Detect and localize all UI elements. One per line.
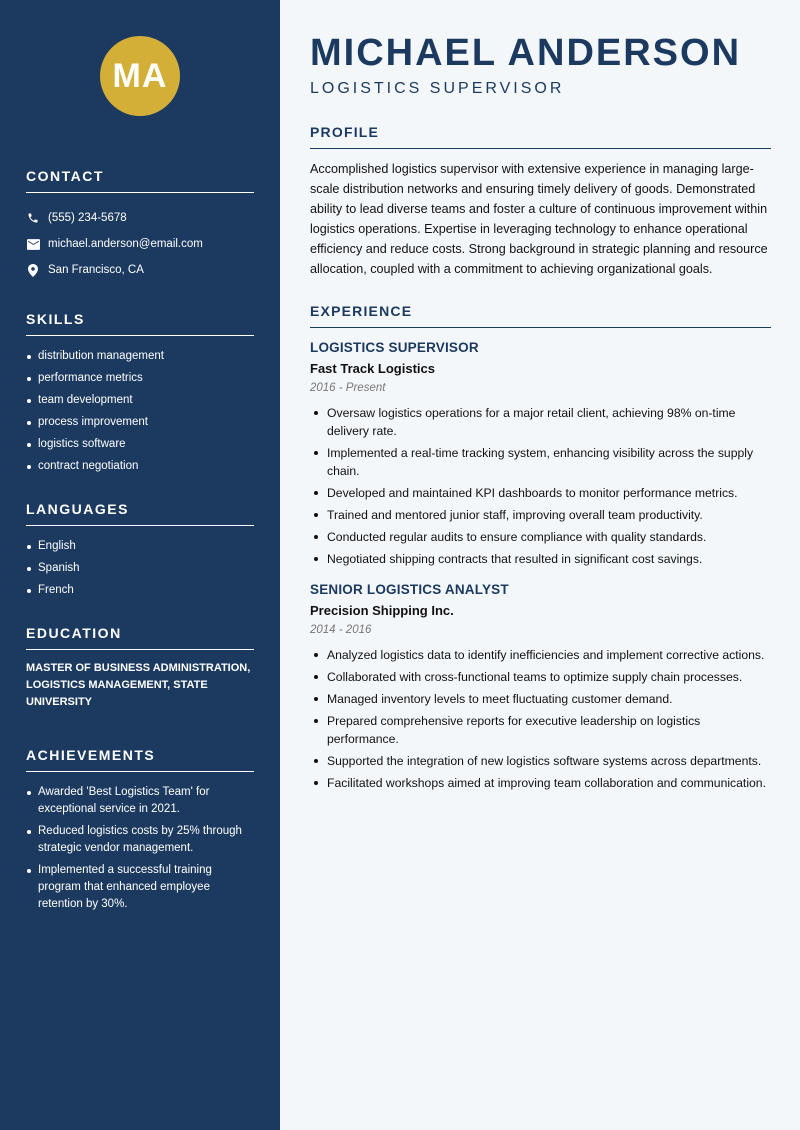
education-heading: EDUCATION (26, 625, 254, 650)
skill-item: logistics software (26, 436, 254, 453)
experience-heading: EXPERIENCE (310, 303, 771, 328)
candidate-name: MICHAEL ANDERSON (310, 32, 742, 74)
candidate-title: LOGISTICS SUPERVISOR (310, 80, 565, 97)
job-role: SENIOR LOGISTICS ANALYST (310, 582, 509, 597)
contact-heading: CONTACT (26, 168, 254, 193)
job-bullet: Conducted regular audits to ensure compliance with quality standards. (310, 528, 771, 546)
job-dates: 2016 - Present (310, 382, 386, 394)
languages-list (26, 538, 254, 599)
experience-section (310, 303, 771, 792)
sidebar (0, 0, 280, 1130)
contact-section (26, 168, 254, 283)
job-bullet: Analyzed logistics data to identify inefficiencies and implement corrective actions. (310, 646, 771, 664)
achievement-item: Reduced logistics costs by 25% through strategic vendor management. (26, 823, 254, 857)
job-dates: 2014 - 2016 (310, 624, 372, 636)
contact-email (26, 231, 254, 257)
achievement-item: Implemented a successful training program that enhanced employee retention by 30%. (26, 862, 254, 913)
phone-text: (555) 234-5678 (48, 212, 127, 224)
skills-heading: SKILLS (26, 311, 254, 336)
profile-section (310, 124, 771, 279)
job-bullets (310, 404, 771, 568)
profile-heading: PROFILE (310, 124, 771, 149)
job-company: Precision Shipping Inc. (310, 603, 454, 618)
job-bullet: Managed inventory levels to meet fluctuating customer demand. (310, 690, 771, 708)
job-bullet: Implemented a real-time tracking system, enhancing visibility across the supply chain. (310, 444, 771, 480)
achievements-section (26, 747, 254, 913)
location-text: San Francisco, CA (48, 264, 144, 276)
language-item: Spanish (26, 560, 254, 577)
profile-text: Accomplished logistics supervisor with extensive experience in managing large-scale distribution networks and ensuring timely delivery of goods. Demonstrated ability to lead diverse teams and foster a culture of continuous improvement within logistics operations. Expertise in leveraging technology to enhance operational efficiency and reduce costs. Strong background in strategic planning and resource allocation, coupled with a commitment to achieving organizational goals. (310, 162, 768, 276)
education-section (26, 625, 254, 711)
language-item: English (26, 538, 254, 555)
job-bullet: Developed and maintained KPI dashboards to monitor performance metrics. (310, 484, 771, 502)
avatar: MA (100, 36, 180, 116)
achievements-heading: ACHIEVEMENTS (26, 747, 254, 772)
languages-section (26, 501, 254, 599)
education-text: MASTER OF BUSINESS ADMINISTRATION, LOGISTICS MANAGEMENT, STATE UNIVERSITY (26, 662, 251, 708)
skill-item: process improvement (26, 414, 254, 431)
achievements-list (26, 784, 254, 913)
job-role: LOGISTICS SUPERVISOR (310, 340, 479, 355)
job-bullet: Trained and mentored junior staff, improving overall team productivity. (310, 506, 771, 524)
email-icon (26, 237, 40, 251)
skill-item: team development (26, 392, 254, 409)
skill-item: distribution management (26, 348, 254, 365)
contact-phone (26, 205, 254, 231)
job-bullet: Facilitated workshops aimed at improving team collaboration and communication. (310, 774, 771, 792)
achievement-item: Awarded 'Best Logistics Team' for exceptional service in 2021. (26, 784, 254, 818)
job-bullet: Oversaw logistics operations for a major retail client, achieving 98% on-time delivery rate. (310, 404, 771, 440)
skills-section (26, 311, 254, 475)
phone-icon (26, 211, 40, 225)
job-company: Fast Track Logistics (310, 361, 435, 376)
job-entry (310, 340, 771, 568)
main-content (280, 0, 800, 1130)
skills-list (26, 348, 254, 475)
language-item: French (26, 582, 254, 599)
job-bullet: Negotiated shipping contracts that resulted in significant cost savings. (310, 550, 771, 568)
skill-item: performance metrics (26, 370, 254, 387)
languages-heading: LANGUAGES (26, 501, 254, 526)
contact-location (26, 257, 254, 283)
job-entry (310, 582, 771, 792)
job-bullet: Prepared comprehensive reports for executive leadership on logistics performance. (310, 712, 771, 748)
job-bullet: Supported the integration of new logistics software systems across departments. (310, 752, 771, 770)
email-text: michael.anderson@email.com (48, 238, 203, 250)
contact-list (26, 205, 254, 283)
job-bullet: Collaborated with cross-functional teams to optimize supply chain processes. (310, 668, 771, 686)
location-pin-icon (26, 263, 40, 277)
skill-item: contract negotiation (26, 458, 254, 475)
job-bullets (310, 646, 771, 792)
